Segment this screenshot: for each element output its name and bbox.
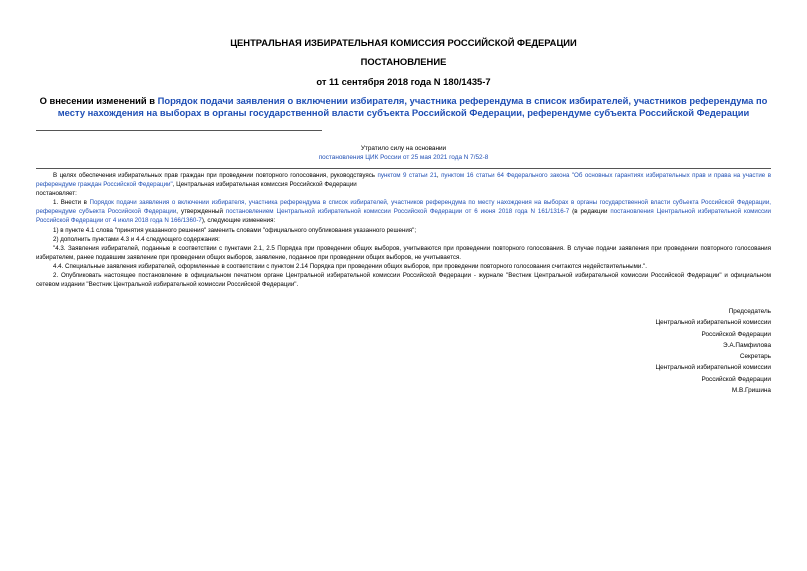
subitem-1-paragraph: 1) в пункте 4.1 слова "принятия указанного решения" заменить словами "официального опубликования указанного решения"; [53, 226, 417, 234]
preamble-paragraph [36, 171, 771, 189]
status-link[interactable]: постановления ЦИК России от 25 мая 2021 года N 7/52-8 [318, 154, 489, 161]
item1-text-b: , утвержденный [176, 208, 226, 216]
procedure-link[interactable]: Порядок подачи заявления о включении избирателя, участника референдума в список избирателей, участников референдума по месту нахождения на выборах в органы государственной власти субъекта Российской Федерации, референдуме субъекта Российской Федерации [36, 199, 771, 216]
divider-long [36, 168, 771, 169]
organization-title: ЦЕНТРАЛЬНАЯ ИЗБИРАТЕЛЬНАЯ КОМИССИЯ РОССИЙСКОЙ ФЕДЕРАЦИИ [230, 37, 577, 48]
signature-line: Российской Федерации [701, 375, 771, 383]
law-link-article-21[interactable]: пунктом 9 статьи 21 [377, 172, 437, 179]
preamble-sep: , [436, 172, 442, 179]
status-text: Утратило силу на основании [360, 145, 447, 152]
item1-text-c: (в редакции [569, 208, 611, 216]
resolves-paragraph: постановляет: [36, 190, 77, 198]
status-notice [0, 144, 807, 162]
subitem-2-paragraph: 2) дополнить пунктами 4.3 и 4.4 следующего содержания: [53, 235, 220, 243]
law-link-article-64[interactable]: пунктом 16 статьи 64 Федерального закона "Об основных гарантиях избирательных прав и права на участие в референдуме граждан Российской Федерации" [36, 172, 771, 189]
resolution-link-166[interactable]: постановления Центральной избирательной комиссии Российской Федерации от 4 июля 2018 года N 166/1360-7 [36, 208, 771, 225]
signature-line: Секретарь [739, 353, 771, 361]
signature-block [655, 306, 771, 396]
point-4-4-paragraph: 4.4. Специальные заявления избирателей, оформленные в соответствии с пунктом 2.14 Порядка при проведении общих выборов, при проведении повторного голосования считаются недействительными.". [53, 262, 647, 270]
subject-prefix: О внесении изменений в [39, 95, 158, 106]
signature-line: Председатель [728, 308, 771, 315]
point-4-3-paragraph: "4.3. Заявления избирателей, поданные в соответствии с пунктами 2.1, 2.5 Порядка при проведении общих выборов, учитываются при проведении повторного голосования. В случае подачи заявления при проведении повторного голосования избирателем, ранее подавшим заявление при проведении общих выборов, заявление, поданное при проведении общих выборов, не учитывается. [36, 244, 771, 261]
signature-line: Центральной избирательной комиссии [655, 319, 771, 327]
document-type: ПОСТАНОВЛЕНИЕ [360, 56, 447, 67]
subject-link[interactable]: Порядок подачи заявления о включении избирателя, участника референдума в список избирателей, участников референдума по месту нахождения на выборах в органы государственной власти субъекта Российской Федерации, референдуме субъекта Российской Федерации [57, 95, 768, 118]
signature-line: Центральной избирательной комиссии [655, 364, 771, 372]
resolution-link-161[interactable]: постановлением Центральной избирательной комиссии Российской Федерации от 6 июня 2018 года N 161/1316-7 [225, 208, 570, 216]
item-2-paragraph: 2. Опубликовать настоящее постановление в официальном печатном органе Центральной избирательной комиссии Российской Федерации - журнале "Вестник Центральной избирательной комиссии Российской Федерации" и официальном сетевом издании "Вестник Центральной избирательной комиссии Российской Федерации". [36, 272, 771, 289]
item1-text-d: ), следующие изменения: [201, 217, 276, 225]
document-date-number: от 11 сентября 2018 года N 180/1435-7 [316, 76, 491, 87]
document-body [36, 171, 771, 289]
preamble-text: В целях обеспечения избирательных прав граждан при проведении повторного голосования, руководствуясь [53, 172, 378, 179]
signature-name: М.В.Гришина [731, 387, 771, 395]
item1-text-a: 1. Внести в [53, 199, 90, 207]
signature-name: Э.А.Памфилова [722, 341, 771, 349]
signature-line: Российской Федерации [701, 330, 771, 338]
divider-short [36, 130, 322, 131]
item-1-paragraph [36, 198, 771, 225]
document-subject [36, 95, 771, 119]
preamble-text-end: , Центральная избирательная комиссия Российской Федерации [172, 181, 357, 189]
